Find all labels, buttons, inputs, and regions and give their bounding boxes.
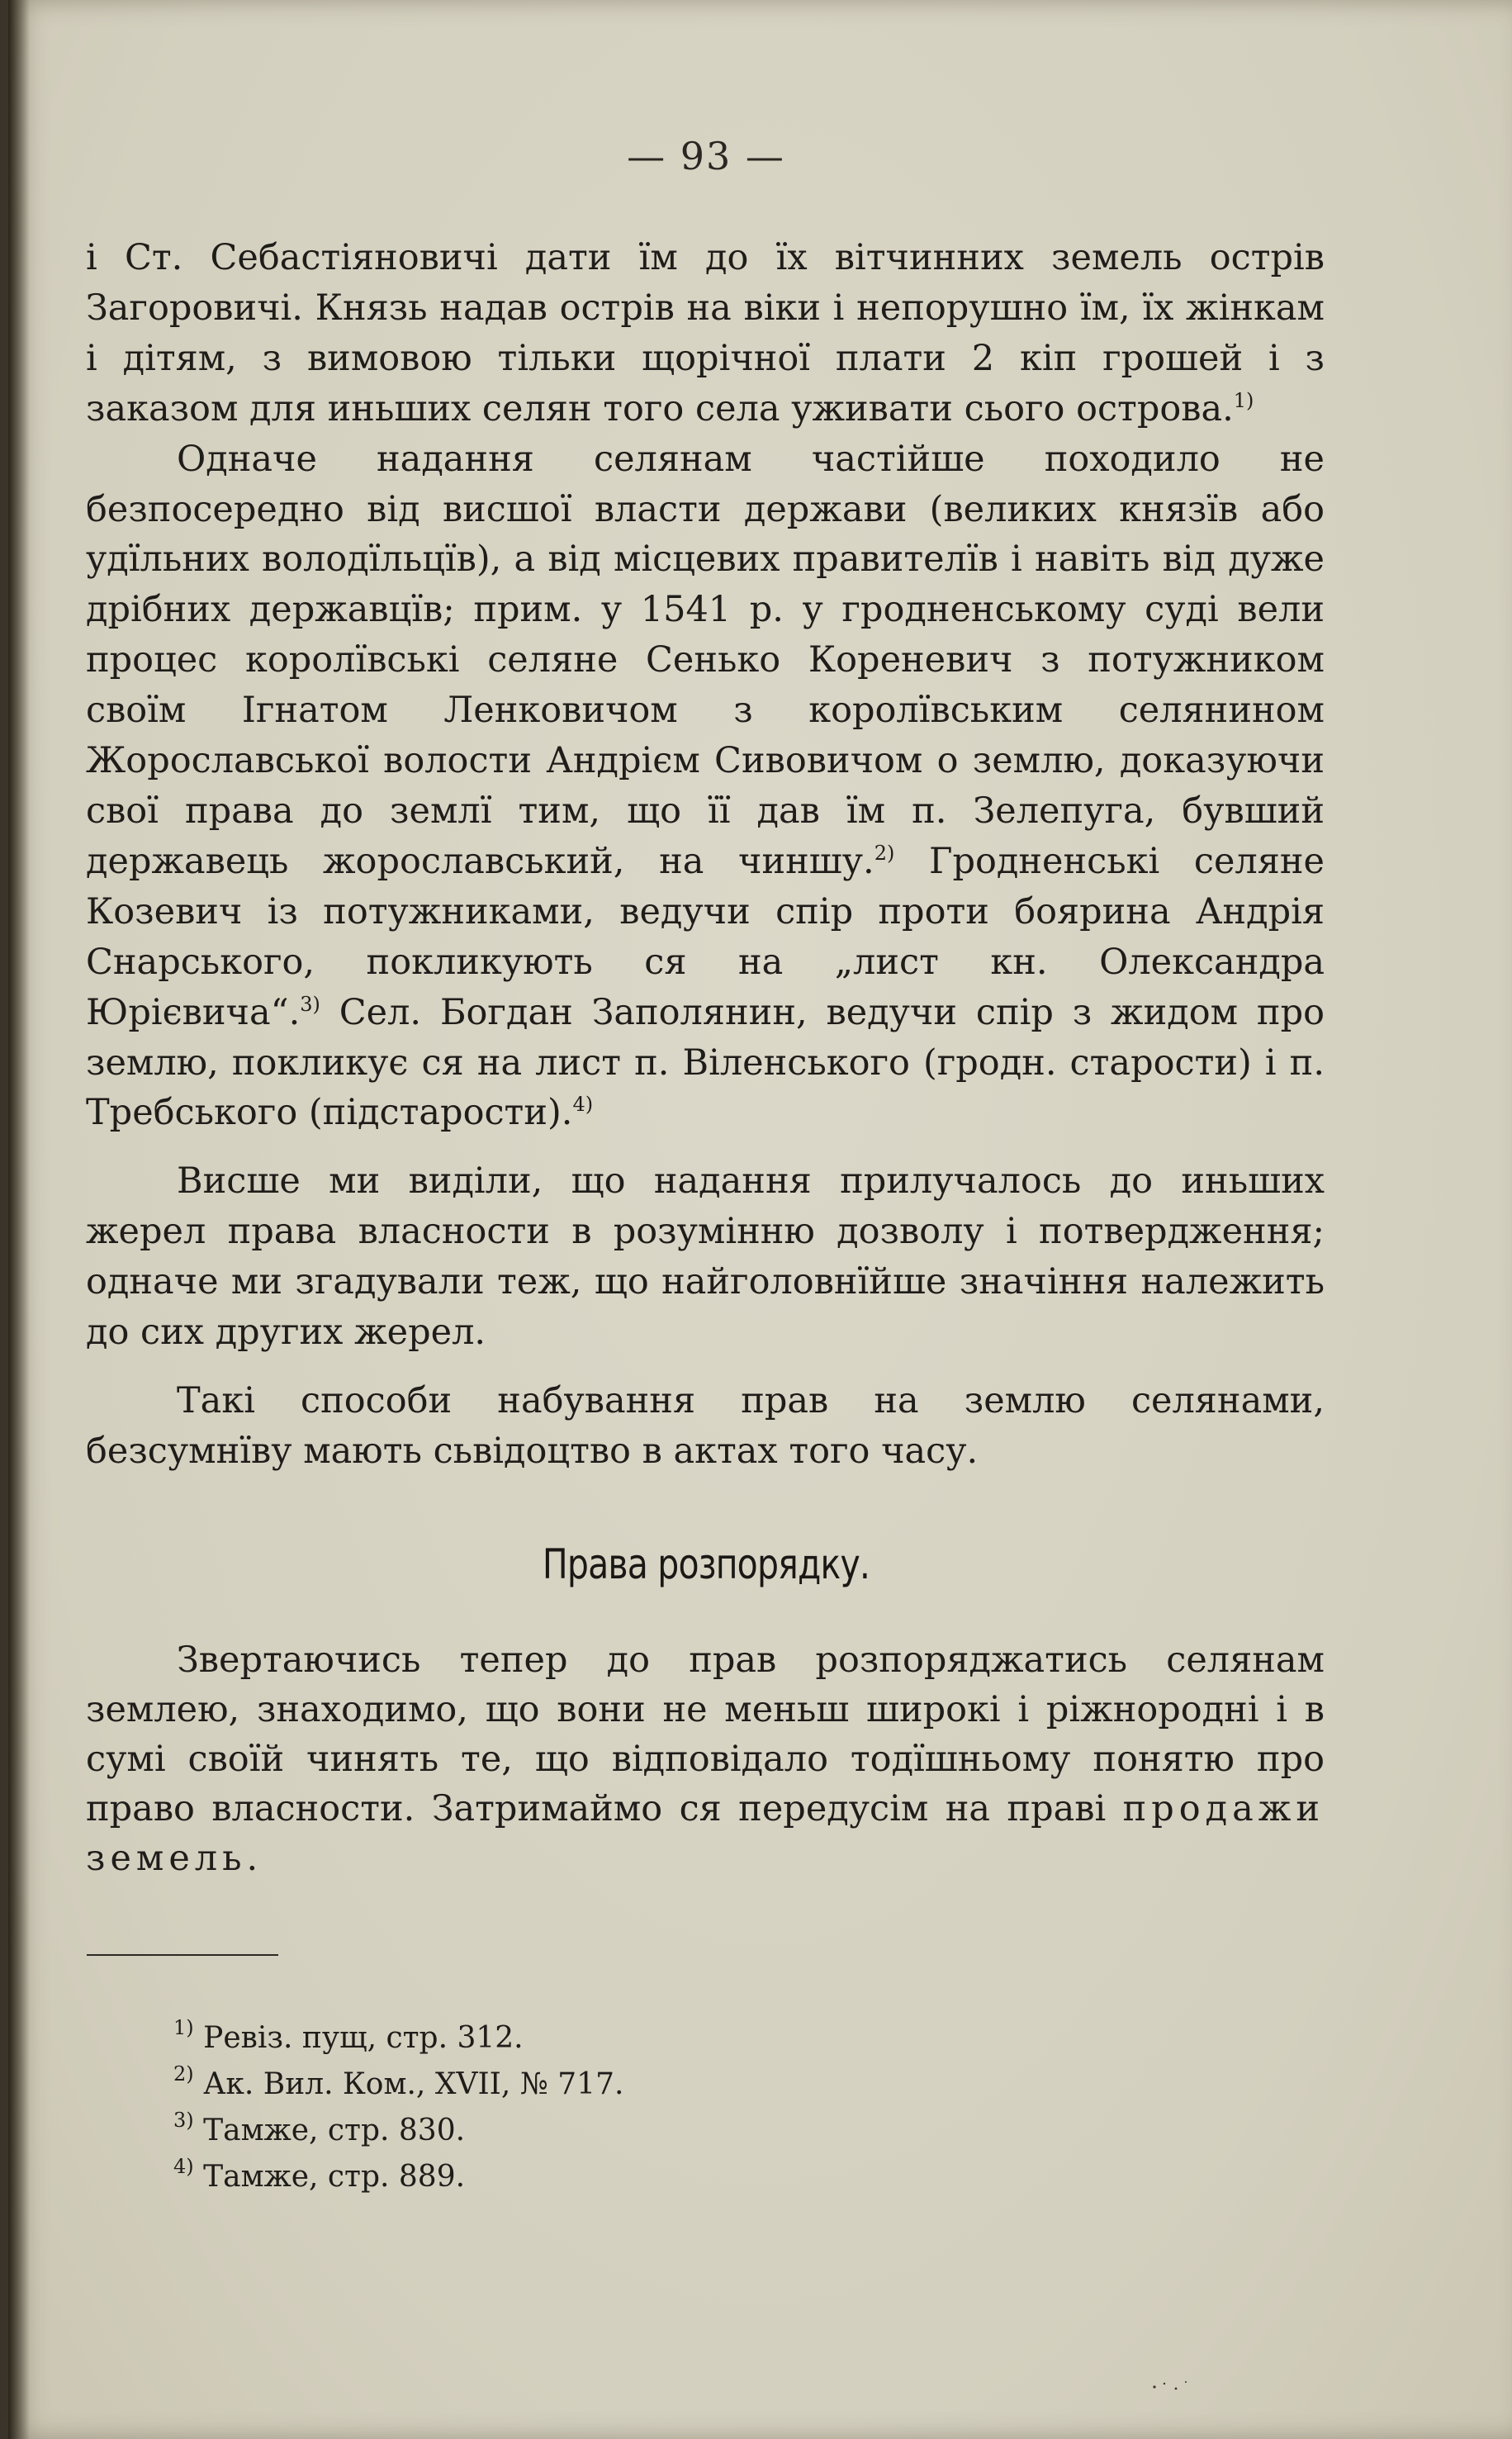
footnote-2-mark: 2): [173, 2062, 194, 2085]
footnotes: [173, 2015, 623, 2200]
footnote-3-mark: 3): [173, 2109, 194, 2132]
paragraph-5-spaced: продажи земель.: [86, 1788, 1325, 1879]
paper-specks: [1148, 2379, 1197, 2395]
footnote-3: [173, 2108, 623, 2154]
main-text: [86, 233, 1325, 1477]
paragraph-5-text: Звертаючись тепер до прав розпоряджатись селянам землею, знаходимо, що вони не меньш широкі і ріжнородні і в сумі своїй чинять те, що відповідало тодїшньому понятю про право власности. Затримаймо ся передусім на праві: [86, 1639, 1325, 1829]
footnote-ref-3: 3): [300, 992, 320, 1016]
paragraph-1: [86, 233, 1325, 434]
section-heading: Права розпорядку.: [542, 1540, 870, 1588]
footnote-ref-2: 2): [874, 841, 895, 865]
paragraph-2-text: Одначе надання селянам частійше походило не безпосередно від висшої власти держави (великих князїв або удїльних володїльцїв), а від місцевих правителїв і навіть від дуже дрібних державцїв; прим. у 1541 р. у гродненському суді вели процес королївські селяне Сенько Кореневич з потужником своїм Ігнатом Ленковичом з королївським селянином Жорославської волости Андрієм Сивовичом о землю, доказуючи свої права до землї тим, що її дав їм п. Зелепуга, бувший державець жорославський, на чиншу.: [86, 438, 1325, 882]
paragraph-3: Висше ми виділи, що надання прилучалось до иньших жерел права власности в розумінню дозволу і потвердження; одначе ми згадували теж, що найголовнїйше значіння належить до сих других жерел.: [86, 1160, 1325, 1354]
footnote-1-mark: 1): [173, 2016, 194, 2039]
footnote-divider: [87, 1954, 278, 1956]
paragraph-1-text: і Ст. Себастіяновичі дати їм до їх вітчинних земель острів Загоровичі. Князь надав острів на віки і непорушно їм, їх жінкам і дітям, з вимовою тільки щорічної плати 2 кіп грошей і з заказом для иньших селян того села уживати сього острова.: [86, 237, 1325, 429]
footnote-4: [173, 2154, 623, 2200]
page-number: — 93 —: [627, 134, 785, 178]
paragraph-2-text-c: Сел. Богдан Заполянин, ведучи спір з жидом про землю, покликує ся на лист п. Віленського (гродн. старости) і п. Требського (підстарости).: [86, 991, 1325, 1134]
footnote-1-text: Ревіз. пущ, стр. 312.: [203, 2021, 524, 2055]
footnote-2: [173, 2062, 623, 2108]
section-text: [86, 1635, 1325, 1883]
footnote-4-mark: 4): [173, 2155, 194, 2178]
footnote-ref-4: 4): [572, 1093, 594, 1117]
paragraph-2-text-b: Гродненські селяне Козевич із потужниками, ведучи спір проти боярина Андрія Снарського, покликують ся на „лист кн. Олександра Юрієвича“.: [86, 840, 1325, 1033]
binding-shadow: [8, 0, 30, 2439]
footnote-2-text: Ак. Вил. Ком., XVII, № 717.: [203, 2067, 624, 2101]
footnote-3-text: Тамже, стр. 830.: [203, 2114, 466, 2147]
scanned-page: [8, 0, 1512, 2439]
footnote-4-text: Тамже, стр. 889.: [203, 2160, 466, 2194]
footnote-ref-1: 1): [1233, 388, 1254, 412]
footnote-1: [173, 2015, 623, 2062]
paragraph-2: [86, 434, 1325, 1139]
paragraph-4: Такі способи набування прав на землю селянами, безсумнїву мають сьвідоцтво в актах того часу.: [86, 1379, 1325, 1472]
paragraph-5: [86, 1635, 1325, 1883]
